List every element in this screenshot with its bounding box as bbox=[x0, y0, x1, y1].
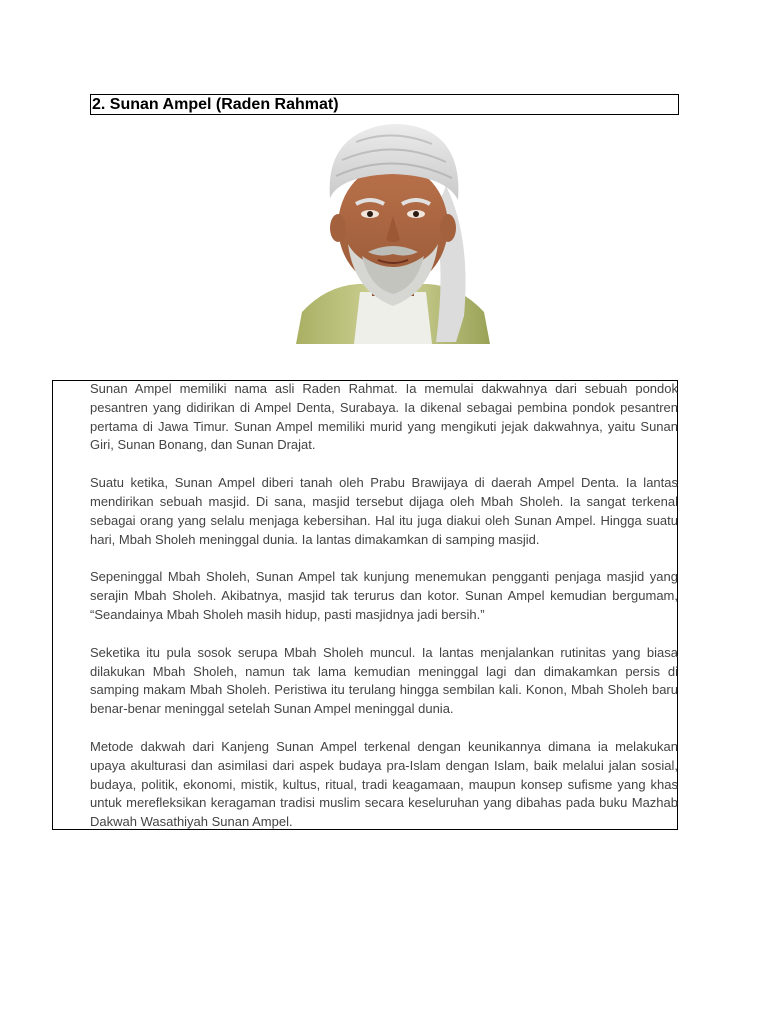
paragraph-5: Metode dakwah dari Kanjeng Sunan Ampel terkenal dengan keunikannya dimana ia melakukan upaya akulturasi dan asimilasi dari aspek budaya pra-Islam dengan Islam, baik melalui jalan sosial, budaya, politik, ekonomi, mistik, kultus, ritual, tradi keagamaan, maupun konsep sufisme yang khas untuk merefleksikan keragaman tradisi muslim secara keseluruhan yang dibahas pada buku Mazhab Dakwah Wasathiyah Sunan Ampel. bbox=[90, 738, 678, 830]
page-title: 2. Sunan Ampel (Raden Rahmat) bbox=[92, 96, 339, 113]
body-text bbox=[90, 380, 678, 832]
body-text-box bbox=[52, 380, 678, 830]
paragraph-3: Sepeninggal Mbah Sholeh, Sunan Ampel tak kunjung menemukan pengganti penjaga masjid yang serajin Mbah Sholeh. Akibatnya, masjid tak terurus dan kotor. Sunan Ampel kemudian bergumam, “Seandainya Mbah Sholeh masih hidup, pasti masjidnya jadi bersih.” bbox=[90, 569, 678, 622]
paragraph-1: Sunan Ampel memiliki nama asli Raden Rahmat. Ia memulai dakwahnya dari sebuah pondok pesantren yang didirikan di Ampel Denta, Surabaya. Ia dikenal sebagai pembina pondok pesantren pertama di Jawa Timur. Sunan Ampel memiliki murid yang mengikuti jejak dakwahnya, yaitu Sunan Giri, Sunan Bonang, dan Sunan Drajat. bbox=[90, 381, 678, 453]
paragraph-4: Seketika itu pula sosok serupa Mbah Sholeh muncul. Ia lantas menjalankan rutinitas yang biasa dilakukan Mbah Sholeh, namun tak lama kemudian meninggal lagi dan dimakamkan persis di samping makam Mbah Sholeh. Peristiwa itu terulang hingga sembilan kali. Konon, Mbah Sholeh baru benar-benar meninggal setelah Sunan Ampel meninggal dunia. bbox=[90, 644, 678, 717]
title-box bbox=[90, 94, 679, 115]
portrait-image bbox=[296, 116, 490, 344]
paragraph-2: Suatu ketika, Sunan Ampel diberi tanah oleh Prabu Brawijaya di daerah Ampel Denta. Ia lantas mendirikan sebuah masjid. Di sana, masjid tersebut dijaga oleh Mbah Sholeh. Ia sangat terkenal sebagai orang yang selalu menjaga kebersihan. Hal itu juga diakui oleh Sunan Ampel. Hingga suatu hari, Mbah Sholeh meninggal dunia. Ia lantas dimakamkan di samping masjid. bbox=[90, 475, 678, 547]
